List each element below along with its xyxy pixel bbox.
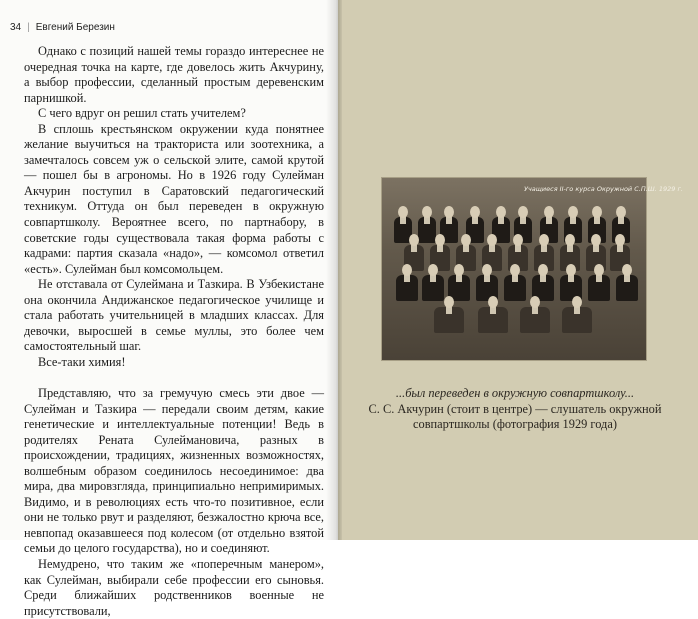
photo-caption <box>356 386 674 433</box>
person-silhouette <box>434 296 464 334</box>
person-silhouette <box>520 296 550 334</box>
person-silhouette <box>616 264 638 302</box>
person-silhouette <box>562 296 592 334</box>
person-silhouette <box>478 296 508 334</box>
paragraph: Не отставала от Сулеймана и Тазкира. В Узбекистане она окончила Андижанское педагогическое училище и стала работать учительницей в младших классах. Для девочки, выросшей в семье муллы, это более чем самостоятельный шаг. <box>24 277 324 354</box>
paragraph: С чего вдруг он решил стать учителем? <box>38 106 246 121</box>
page-number: 34 <box>10 22 22 33</box>
person-silhouette <box>396 264 418 302</box>
paragraph: Все-таки химия! <box>38 354 126 369</box>
book-gutter <box>326 0 342 540</box>
caption-description: С. С. Акчурин (стоит в центре) — слушатель окружной совпартшколы (фотография 1929 года) <box>368 401 662 431</box>
running-head <box>10 22 115 33</box>
body-text <box>24 44 324 619</box>
running-head-separator: | <box>27 22 30 33</box>
author-name: Евгений Березин <box>35 22 115 33</box>
paragraph: В сплошь крестьянском окружении куда понятнее желание выучиться на тракториста или зоотехника, а замечталось совсем уж о сельской элите, самой крутой — пошел бы в агрономы. Но в 1926 году Сулейман Акчурин поступил в Саратовский педагогический техникум. Оттуда он был переведен в окружную совпартшколу. Вероятнее всего, по партнабору, в советские годы существовала такая форма работы с кадрами: партия сказала «надо», — комсомол ответил «есть». Сулейман был комсомольцем. <box>24 121 324 276</box>
paragraph: Немудрено, что таким же «поперечным манером», как Сулейман, выбирали себе профессии его сыновья. Среди ближайших родственников военные не присутствовали, <box>24 557 324 618</box>
paragraph: Однако с позиций нашей темы гораздо интереснее не очередная точка на карте, где довелось жить Акчурину, а выбор профессии, сделанный простым деревенским парнишкой. <box>24 44 324 105</box>
photo-inscription: Учащиеся II-го курса Окружной С.П.Ш. 1929 г. <box>524 185 683 193</box>
paragraph: Представляю, что за гремучую смесь эти двое — Сулейман и Тазкира — передали своим детям, какие генетические и интеллектуальные потенции! Ведь в родителях Рената Сулеймановича, разных в происхождении, традициях, жизненных возможностях, волшебным образом соединилось несоединимое: два мира, два мировзгляда, принципиально непримиримых. Видимо, и в революциях есть что-то позитивное, если они не только рвут и разделяют, безжалостно крюча все, невпопад оказавшееся под колесом (от отдельно взятой семьи до целого государства), но и соединяют. <box>24 385 324 556</box>
caption-quote: ...был переведен в окружную совпартшколу... <box>395 386 635 400</box>
left-page <box>0 0 338 618</box>
group-photograph <box>382 178 683 360</box>
